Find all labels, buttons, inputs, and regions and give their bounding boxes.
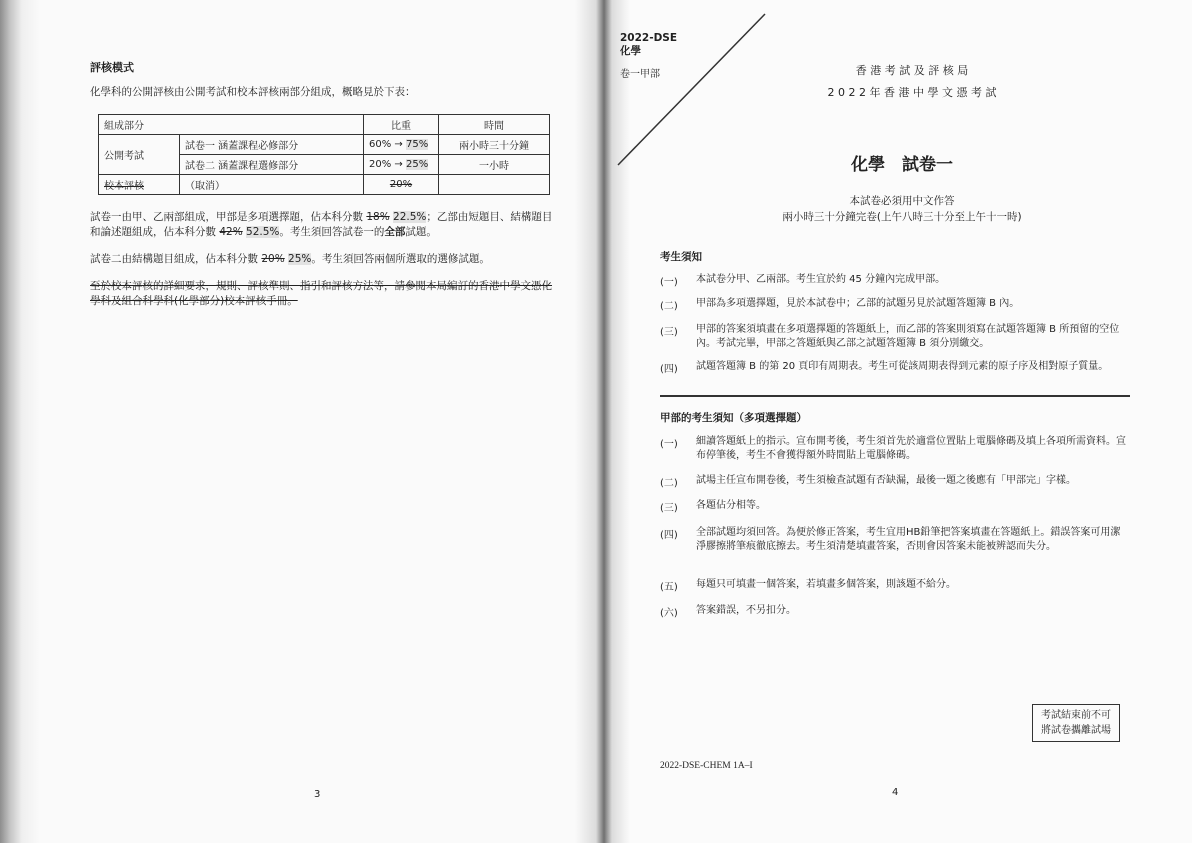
public-exam-cell: 公開考試 — [99, 135, 180, 175]
left-page — [22, 0, 597, 843]
mc-instructions-title: 甲部的考生須知（多項選擇題） — [660, 412, 807, 424]
sba-weight-value: 20% — [389, 179, 413, 190]
notice-line-2: 將試卷攜離試場 — [1041, 725, 1111, 736]
language-requirement: 本試卷必須用中文作答 — [849, 195, 955, 207]
header-year: 2022-DSE — [620, 32, 678, 44]
mc-instruction-item: 各題佔分相等。 — [696, 500, 766, 511]
header-section: 卷一甲部 — [620, 69, 660, 80]
paper2-weight — [364, 155, 439, 175]
instruction-item: 本試卷分甲、乙兩部。考生宜於約 45 分鐘內完成甲部。 — [696, 274, 946, 285]
header-duration: 時間 — [439, 115, 550, 135]
instruction-number: (二) — [660, 301, 678, 312]
exam-title: 2 0 2 2 年 香 港 中 學 文 憑 考 試 — [827, 86, 997, 99]
paper2-time: 一小時 — [439, 155, 550, 175]
exam-time: 兩小時三十分鐘完卷(上午八時三十分至上午十一時) — [782, 211, 1022, 223]
table-row — [99, 115, 550, 135]
exam-notice-box — [1032, 704, 1120, 742]
instruction-item: 甲部為多項選擇題，見於本試卷中；乙部的試題另見於試題答題簿 B 內。 — [696, 298, 1020, 309]
arrow-icon: → — [394, 139, 403, 150]
paper1-description — [90, 210, 555, 240]
para2-new-value: 25% — [288, 253, 312, 265]
mc-instruction-number: (六) — [660, 608, 678, 619]
para1-bold-all: 全部 — [384, 226, 406, 238]
paper-title: 化學 試卷一 — [851, 155, 953, 175]
mc-instruction-item: 試場主任宣布開卷後，考生須檢查試題有否缺漏，最後一題之後應有「甲部完」字樣。 — [696, 475, 1076, 486]
right-page — [612, 0, 1192, 843]
instruction-item: 甲部的答案須填畫在多項選擇題的答題紙上，而乙部的答案則須寫在試題答題簿 B 所預留的空位內。考試完畢，甲部之答題紙與乙部之試題答題簿 B 須分別繳交。 — [696, 324, 1120, 349]
header-block — [620, 32, 677, 58]
mc-instruction-number: (三) — [660, 503, 678, 514]
para1-old-value-2: 42% — [219, 226, 243, 238]
para2-text-b: 。考生須回答兩個所選取的選修試題。 — [311, 253, 490, 265]
mc-instruction-number: (五) — [660, 582, 678, 593]
sba-note: （取消） — [180, 175, 364, 195]
instruction-number: (三) — [660, 327, 678, 338]
mc-instruction-item: 細讀答題紙上的指示。宣布開考後，考生須首先於適當位置貼上電腦條碼及填上各項所需資料。宣布停筆後，考生不會獲得額外時間貼上電腦條碼。 — [696, 436, 1126, 461]
para1-text-b: ；乙部由短題目、結構題目和論述題組成，佔本科分數 — [90, 211, 553, 238]
paper1-new-weight: 75% — [406, 139, 429, 150]
para1-old-value-1: 18% — [366, 211, 390, 223]
sba-time — [439, 175, 550, 195]
authority-name: 香 港 考 試 及 評 核 局 — [855, 64, 969, 77]
para1-new-value-2: 52.5% — [246, 226, 280, 238]
paper1-time: 兩小時三十分鐘 — [439, 135, 550, 155]
notice-line-1: 考試結束前不可 — [1041, 710, 1111, 721]
mc-instruction-item: 全部試題均須回答。為便於修正答案，考生宜用HB鉛筆把答案填畫在答題紙上。錯誤答案可用潔淨膠擦將筆痕徹底擦去。考生須清楚填畫答案，否則會因答案未能被辨認而失分。 — [696, 527, 1121, 552]
mc-instruction-number: (一) — [660, 439, 678, 450]
para2-old-value: 20% — [261, 253, 285, 265]
paper-code: 2022-DSE-CHEM 1A–I — [660, 761, 753, 771]
para2-text-a: 試卷二由結構題目組成，佔本科分數 — [90, 253, 258, 265]
paper1-weight — [364, 135, 439, 155]
header-component: 組成部分 — [99, 115, 364, 135]
paper2-old-weight: 20% — [369, 159, 392, 170]
paper1-old-weight: 60% — [369, 139, 392, 150]
sba-label: 校本評核 — [104, 181, 144, 192]
section-divider — [660, 395, 1130, 397]
instructions-title: 考生須知 — [660, 251, 702, 263]
sba-weight — [364, 175, 439, 195]
instruction-item: 試題答題簿 B 的第 20 頁印有周期表。考生可從該周期表得到元素的原子序及相對原子質量。 — [696, 361, 1109, 372]
para1-text-c: 。考生須回答試卷一的 — [279, 226, 385, 238]
instruction-number: (一) — [660, 277, 678, 288]
para1-new-value-1: 22.5% — [393, 211, 427, 223]
assessment-table — [98, 114, 550, 195]
page-number-4: 4 — [892, 787, 899, 798]
mc-instruction-number: (四) — [660, 530, 678, 541]
sba-paragraph-struck: 至於校本評核的詳細要求，規則、評核準則、指引和評核方法等，請參閱本局編訂的香港中學文憑化學科及組合科學科(化學部分)校本評核手冊。 — [90, 280, 552, 307]
header-subject: 化學 — [620, 45, 641, 57]
header-weighting: 比重 — [364, 115, 439, 135]
mc-instruction-item: 每題只可填畫一個答案，若填畫多個答案，則該題不給分。 — [696, 579, 956, 590]
table-row — [99, 135, 550, 155]
paper2-new-weight: 25% — [406, 159, 429, 170]
para1-text-d: 試題。 — [405, 226, 437, 238]
sba-name — [99, 175, 180, 195]
mc-instruction-number: (二) — [660, 478, 678, 489]
paper2-description — [90, 252, 555, 267]
assessment-heading: 評核模式 — [90, 61, 134, 74]
paper2-name: 試卷二 涵蓋課程選修部分 — [180, 155, 364, 175]
arrow-icon: → — [394, 159, 403, 170]
assessment-intro: 化學科的公開評核由公開考試和校本評核兩部分組成，概略見於下表： — [90, 86, 416, 98]
para1-text-a: 試卷一由甲、乙兩部組成，甲部是多項選擇題，佔本科分數 — [90, 211, 363, 223]
mc-instruction-item: 答案錯誤，不另扣分。 — [696, 605, 796, 616]
table-row — [99, 175, 550, 195]
page-number-3: 3 — [314, 789, 321, 800]
instruction-number: (四) — [660, 364, 678, 375]
paper1-name: 試卷一 涵蓋課程必修部分 — [180, 135, 364, 155]
